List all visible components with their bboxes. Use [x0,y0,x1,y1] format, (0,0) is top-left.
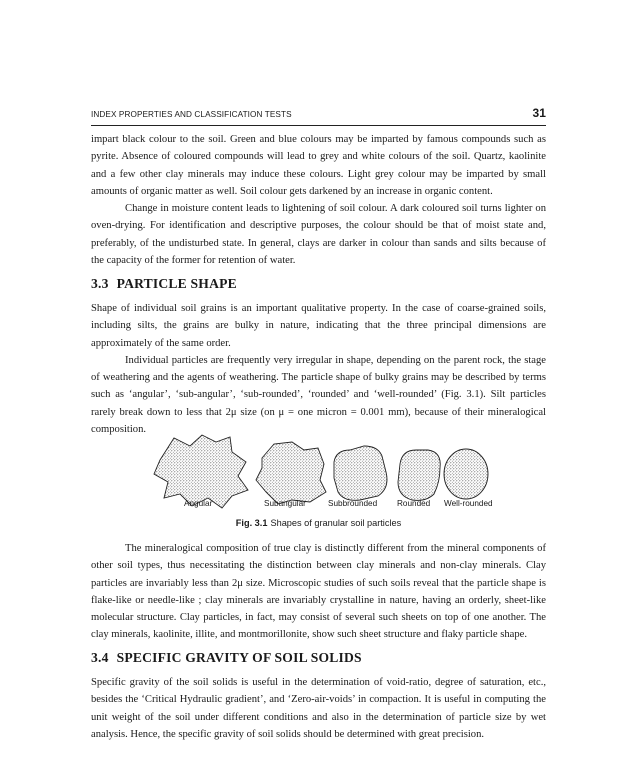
section-title: SPECIFIC GRAVITY OF SOIL SOLIDS [116,650,362,665]
page-number: 31 [532,106,546,120]
section-number: 3.3 [91,276,109,291]
text-block-particle-shape [91,300,546,438]
paragraph: Specific gravity of the soil solids is useful in the determination of void-ratio, degree of saturation, etc., besides the ‘Critical Hydraulic gradient’, and ‘Zero-air-voids’ in compaction. It is useful in computing the unit weight of the soil under different conditions and also in the determination of particle size by wet analysis. Hence, the specific gravity of soil solids should be determined with great precision. [91,677,546,740]
subrounded-particle [334,446,387,500]
text-block-specific-gravity [91,674,546,743]
label-subrounded: Subbrounded [328,499,378,508]
text-block-colour [91,131,546,269]
figure-caption [91,518,546,528]
text-block-clay [91,540,546,644]
paragraph: The mineralogical composition of true clay is distinctly different from the mineral components of other soil types, thus necessitating the distinction between clay minerals and non-clay minerals. Clay particles are invariably less than 2μ size. Microscopic studies of such soils reveal that the particle shape is flake-like or needle-like ; clay minerals are invariably crystalline in nature, having an orderly, sheet-like molecular structure. Clay particles, in fact, may consist of several such sheets on top of one another. The clay minerals, kaolinite, illite, and montmorillonite, show such sheet structure and flaky particle shape. [91,543,546,641]
angular-particle [154,435,248,508]
section-heading-3-3 [91,276,546,292]
section-title: PARTICLE SHAPE [116,276,237,291]
running-title: INDEX PROPERTIES AND CLASSIFICATION TESTS [91,110,292,119]
paragraph: Change in moisture content leads to lightening of soil colour. A dark coloured soil turns lighter on oven-drying. For identification and descriptive purposes, the colour should be that of moist state and, preferably, of the undisturbed state. In general, clays are darker in colour than sands and silts because of the capacity of the former for retention of water. [91,203,546,267]
section-heading-3-4 [91,650,546,666]
caption-label: Fig. 3.1 [235,518,268,528]
label-angular: Angular [184,499,213,508]
paragraph: impart black colour to the soil. Green and blue colours may be imparted by famous compounds such as pyrite. Absence of coloured compounds will lead to grey and white colours of the soil. Quartz, kaolinite and a few other clay minerals may induce these colours. Light grey colour may be imparted by small amounts of organic matter as well. Soil colour gets darkened by an increase in organic content. [91,134,546,197]
subangular-particle [256,442,326,504]
paragraph: Individual particles are frequently very irregular in shape, depending on the parent rock, the stage of weathering and the agents of weathering. The particle shape of bulky grains may be described by terms such as ‘angular’, ‘sub-angular’, ‘sub-rounded’, ‘rounded’ and ‘well-rounded’ (Fig. 3.1). Silt particles rarely break down to less that 2μ size (on μ = one micron = 0.001 mm), because of their mineralogical composition. [91,354,546,436]
caption-text: Shapes of granular soil particles [270,518,402,528]
well-rounded-particle [444,449,488,499]
paragraph: Shape of individual soil grains is an important qualitative property. In the case of coarse-grained soils, including silts, the grains are bulky in nature, indicating that the three principal dimensions are approximately of the same order. [91,303,546,349]
label-subangular: Subangular [264,499,306,508]
rounded-particle [398,450,440,500]
label-rounded: Rounded [397,499,431,508]
label-well-rounded: Well-rounded [444,499,493,508]
running-header [91,106,546,126]
section-number: 3.4 [91,650,109,665]
figure-labels [150,499,495,511]
